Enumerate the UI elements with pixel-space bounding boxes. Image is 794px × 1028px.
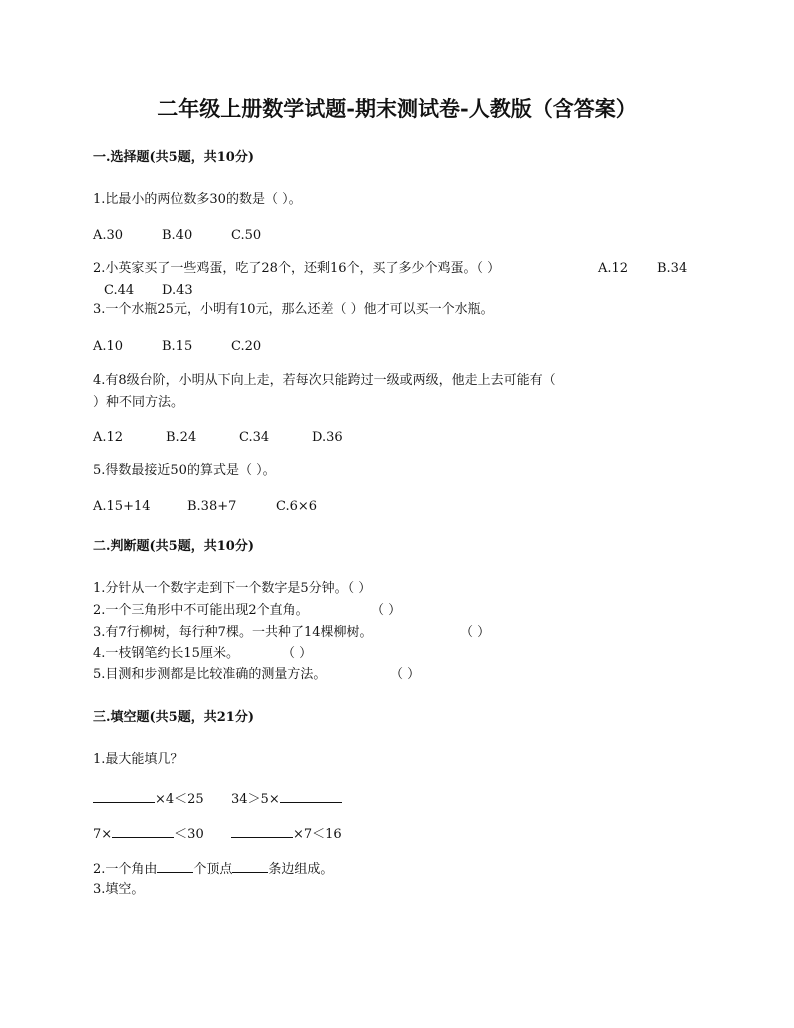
fill-question-2: 2.一个角由 个顶点 条边组成。	[93, 862, 334, 877]
answer-blank[interactable]	[232, 860, 268, 873]
question-3-option-b: B.15	[162, 339, 193, 354]
question-1-option-c: C.50	[231, 228, 262, 243]
question-4-stem-line1: 4.有8级台阶，小明从下向上走，若每次只能跨过一级或两级，他走上去可能有（	[93, 373, 556, 388]
section-heading-judge: 二.判断题(共5题，共10分)	[93, 539, 254, 554]
question-1-option-b: B.40	[162, 228, 193, 243]
question-5-option-a: A.15+14	[93, 499, 151, 514]
question-3-stem: 3.一个水瓶25元，小明有10元，那么还差（ ）他才可以买一个水瓶。	[93, 302, 494, 317]
question-1-stem: 1.比最小的两位数多30的数是（ ）。	[93, 192, 302, 207]
question-5-stem: 5.得数最接近50的算式是（ ）。	[93, 463, 276, 478]
judge-item-4-mark: （ ）	[282, 646, 313, 661]
question-5-option-b: B.38+7	[187, 499, 237, 514]
judge-item-5: 5.目测和步测都是比较准确的测量方法。	[93, 667, 327, 682]
answer-blank[interactable]	[280, 790, 342, 803]
question-2-option-d: D.43	[162, 283, 193, 298]
judge-item-3-mark: （ ）	[460, 625, 491, 640]
question-4-option-d: D.36	[312, 430, 343, 445]
answer-blank[interactable]	[157, 860, 193, 873]
answer-blank[interactable]	[231, 825, 293, 838]
fill-expression-1: ×4＜25	[93, 790, 204, 808]
fill-expression-4: ×7＜16	[231, 825, 342, 843]
question-5-option-c: C.6×6	[276, 499, 318, 514]
question-1-option-a: A.30	[93, 228, 124, 243]
judge-item-5-mark: （ ）	[390, 667, 421, 682]
question-2-stem: 2.小英家买了一些鸡蛋，吃了28个，还剩16个，买了多少个鸡蛋。（ ）	[93, 261, 501, 276]
question-2-option-b: B.34	[657, 261, 688, 276]
section-heading-choice: 一.选择题(共5题，共10分)	[93, 150, 254, 165]
fill-question-1-stem: 1.最大能填几？	[93, 752, 184, 767]
question-2-option-a: A.12	[598, 261, 629, 276]
fill-expression-3: 7× ＜30	[93, 827, 204, 842]
judge-item-1: 1.分针从一个数字走到下一个数字是5分钟。（ ）	[93, 581, 372, 596]
question-3-option-a: A.10	[93, 339, 124, 354]
answer-blank[interactable]	[93, 790, 155, 803]
question-2-option-c: C.44	[104, 283, 135, 298]
question-3-option-c: C.20	[231, 339, 262, 354]
judge-item-3: 3.有7行柳树，每行种7棵。一共种了14棵柳树。	[93, 625, 373, 640]
question-4-option-b: B.24	[166, 430, 197, 445]
answer-blank[interactable]	[112, 825, 174, 838]
judge-item-2: 2.一个三角形中不可能出现2个直角。	[93, 603, 309, 618]
fill-question-3-stem: 3.填空。	[93, 882, 145, 897]
question-4-stem-line2: ）种不同方法。	[93, 395, 185, 410]
fill-expression-2: 34＞5×	[231, 790, 342, 808]
section-heading-fill: 三.填空题(共5题，共21分)	[93, 710, 254, 725]
question-4-option-c: C.34	[239, 430, 270, 445]
judge-item-2-mark: （ ）	[371, 603, 402, 618]
page-title: 二年级上册数学试题-期末测试卷-人教版（含答案）	[157, 96, 637, 121]
judge-item-4: 4.一枝钢笔约长15厘米。	[93, 646, 239, 661]
question-4-option-a: A.12	[93, 430, 124, 445]
